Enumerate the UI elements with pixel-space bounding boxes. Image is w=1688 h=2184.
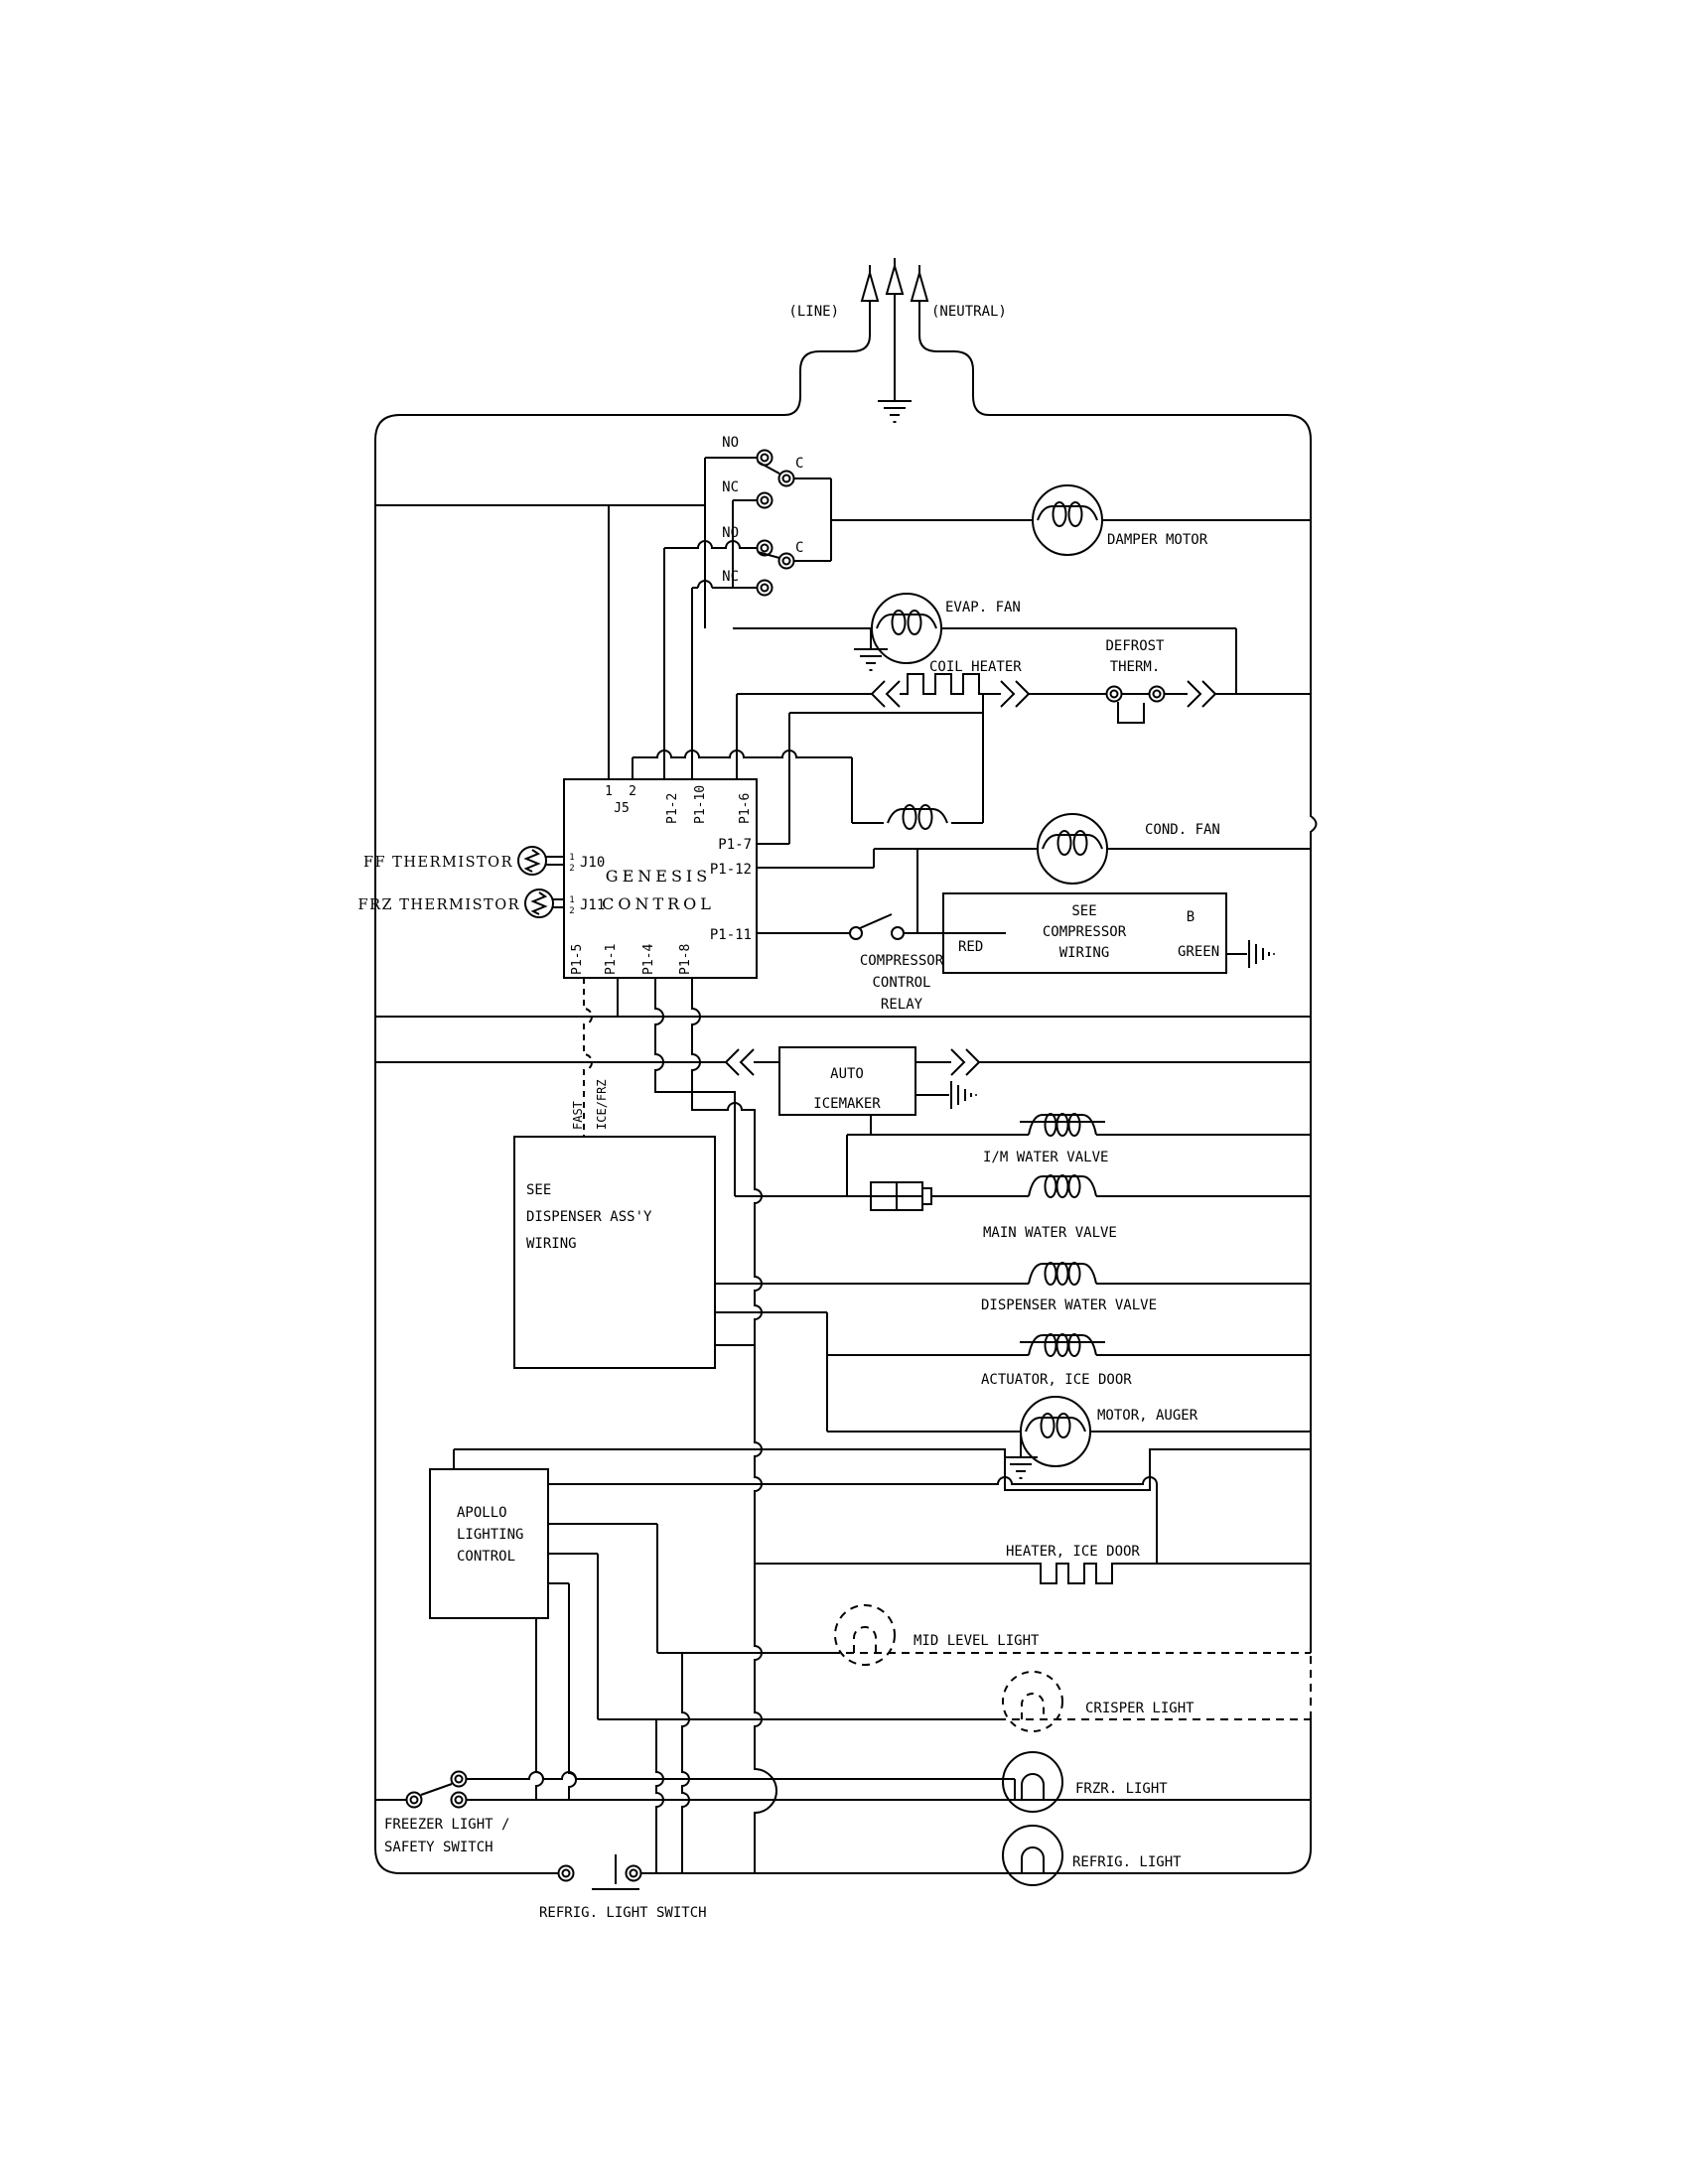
label-frz-thermistor: FRZ THERMISTOR bbox=[357, 897, 520, 913]
label-c1: C bbox=[795, 456, 804, 472]
label-line: (LINE) bbox=[788, 304, 839, 320]
label-compressor-name: COMPRESSOR bbox=[1042, 924, 1127, 940]
label-relay-1: COMPRESSOR bbox=[859, 953, 944, 969]
label-heater-ice-door: HEATER, ICE DOOR bbox=[1006, 1544, 1140, 1560]
label-red: RED bbox=[958, 939, 984, 955]
label-ice-frz: ICE/FRZ bbox=[595, 1079, 609, 1130]
label-refrig-light-switch: REFRIG. LIGHT SWITCH bbox=[539, 1905, 707, 1921]
label-no2: NO bbox=[722, 525, 739, 541]
label-apollo-3: CONTROL bbox=[457, 1549, 516, 1565]
label-j5: J5 bbox=[614, 801, 630, 816]
label-nc1: NC bbox=[722, 479, 739, 495]
label-p1-7: P1-7 bbox=[718, 837, 752, 853]
label-j5-pin2: 2 bbox=[629, 784, 636, 799]
label-relay-2: CONTROL bbox=[872, 975, 931, 991]
label-p1-8: P1-8 bbox=[678, 943, 693, 975]
label-j10: J10 bbox=[580, 855, 606, 871]
label-im-water-valve: I/M WATER VALVE bbox=[983, 1150, 1109, 1165]
label-j10-pin1: 1 bbox=[569, 853, 575, 863]
label-j11-pin2: 2 bbox=[569, 906, 575, 916]
label-p1-5: P1-5 bbox=[570, 943, 585, 975]
label-b: B bbox=[1186, 909, 1196, 925]
label-j10-pin2: 2 bbox=[569, 864, 575, 874]
label-motor-auger: MOTOR, AUGER bbox=[1097, 1408, 1198, 1424]
label-evap-fan: EVAP. FAN bbox=[945, 600, 1021, 615]
label-p1-10: P1-10 bbox=[693, 784, 708, 824]
label-c2: C bbox=[795, 540, 804, 556]
label-compressor-see: SEE bbox=[1071, 903, 1097, 919]
label-coil-heater: COIL HEATER bbox=[929, 659, 1022, 675]
label-ff-thermistor: FF THERMISTOR bbox=[362, 855, 513, 871]
label-defrost-2: THERM. bbox=[1109, 659, 1161, 675]
label-dispenser-3: WIRING bbox=[526, 1236, 577, 1252]
label-crisper-light: CRISPER LIGHT bbox=[1085, 1701, 1195, 1716]
label-mid-level-light: MID LEVEL LIGHT bbox=[914, 1633, 1040, 1649]
label-nc2: NC bbox=[722, 569, 739, 585]
label-green: GREEN bbox=[1178, 944, 1220, 960]
label-compressor-wiring: WIRING bbox=[1058, 945, 1110, 961]
label-dispenser-water-valve: DISPENSER WATER VALVE bbox=[981, 1297, 1158, 1313]
label-freezer-switch-2: SAFETY SWITCH bbox=[384, 1840, 493, 1855]
label-icemaker-1: AUTO bbox=[830, 1066, 864, 1082]
label-p1-12: P1-12 bbox=[709, 862, 752, 878]
label-damper-motor: DAMPER MOTOR bbox=[1107, 532, 1208, 548]
genesis-title-1: GENESIS bbox=[605, 867, 712, 886]
label-cond-fan: COND. FAN bbox=[1145, 822, 1220, 838]
label-p1-6: P1-6 bbox=[738, 792, 753, 824]
label-freezer-switch-1: FREEZER LIGHT / bbox=[384, 1817, 510, 1833]
label-icemaker-2: ICEMAKER bbox=[813, 1096, 881, 1112]
label-p1-1: P1-1 bbox=[604, 943, 619, 975]
label-p1-4: P1-4 bbox=[641, 943, 656, 975]
label-frzr-light: FRZR. LIGHT bbox=[1075, 1781, 1168, 1797]
label-no1: NO bbox=[722, 435, 739, 451]
label-p1-2: P1-2 bbox=[665, 792, 680, 824]
label-apollo-1: APOLLO bbox=[457, 1505, 507, 1521]
label-actuator-ice-door: ACTUATOR, ICE DOOR bbox=[981, 1372, 1132, 1388]
label-dispenser-1: SEE bbox=[526, 1182, 552, 1198]
label-main-water-valve: MAIN WATER VALVE bbox=[983, 1225, 1117, 1241]
label-neutral: (NEUTRAL) bbox=[931, 304, 1007, 320]
label-p1-11: P1-11 bbox=[709, 927, 752, 943]
label-j11-pin1: 1 bbox=[569, 895, 575, 905]
genesis-title-2: CONTROL bbox=[602, 894, 715, 913]
label-dispenser-2: DISPENSER ASS'Y bbox=[526, 1209, 652, 1225]
label-defrost-1: DEFROST bbox=[1105, 638, 1165, 654]
label-apollo-2: LIGHTING bbox=[457, 1527, 524, 1543]
label-j5-pin1: 1 bbox=[605, 784, 613, 799]
label-j11: J11 bbox=[580, 897, 606, 913]
label-relay-3: RELAY bbox=[880, 997, 923, 1013]
label-refrig-light: REFRIG. LIGHT bbox=[1072, 1854, 1182, 1870]
label-fast: FAST bbox=[571, 1101, 585, 1130]
